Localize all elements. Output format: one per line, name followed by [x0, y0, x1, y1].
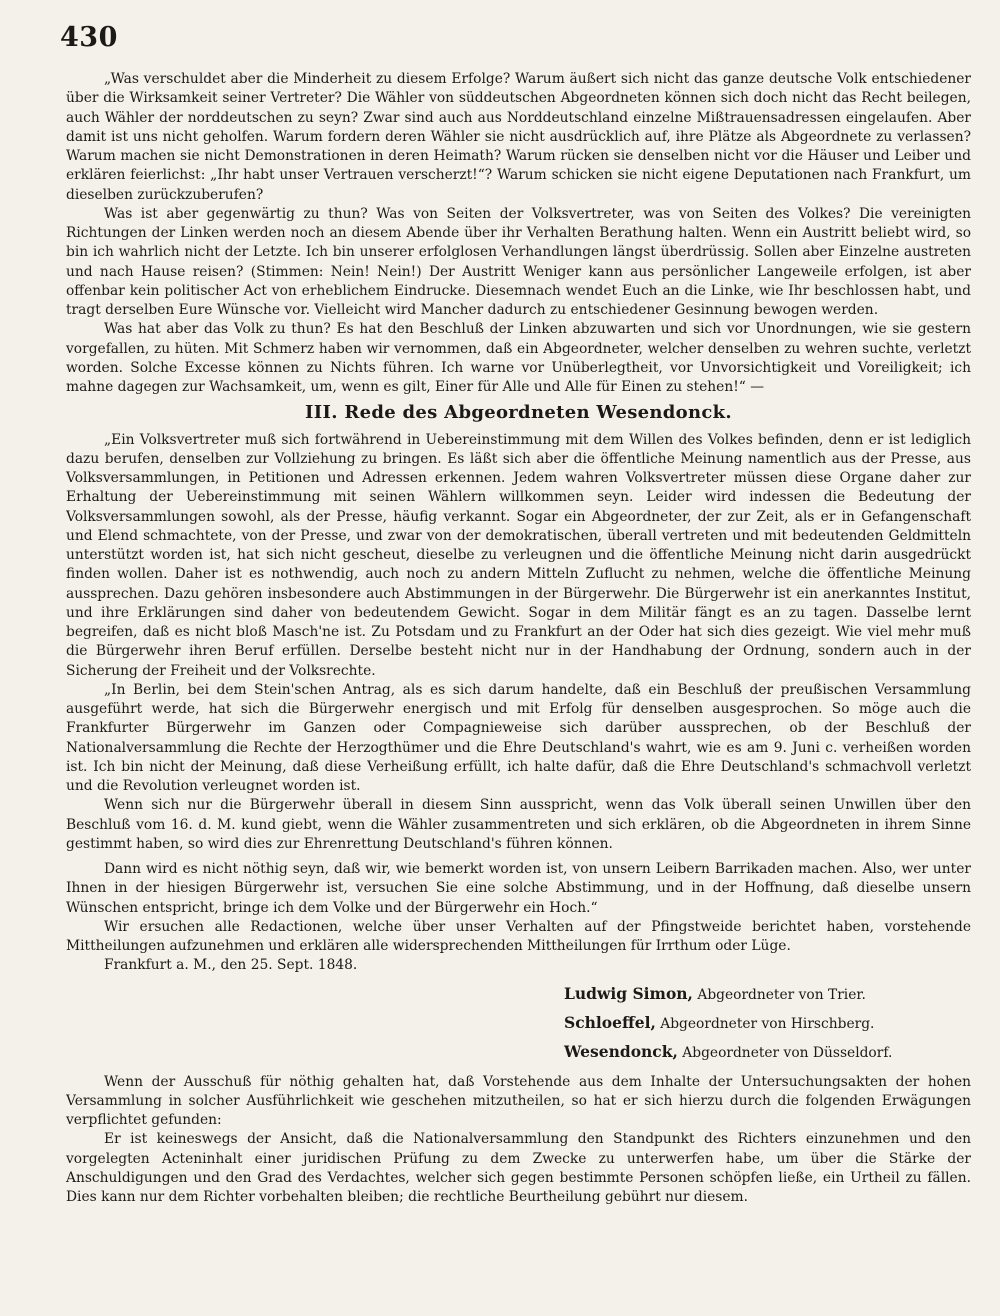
- signature: [66, 1038, 971, 1067]
- paragraph: Wenn der Ausschuß für nöthig gehalten hat, daß Vorstehende aus dem Inhalte der Untersuchungsakten der hohen Versammlung in solcher Ausführlichkeit wie geschehen mitzutheilen, so hat er sich hierzu durch die folgenden Erwägungen verpflichtet gefunden:: [66, 1073, 971, 1128]
- paragraph: Er ist keineswegs der Ansicht, daß die Nationalversammlung den Standpunkt des Richters einzunehmen und den vorgelegten Acteninhalt einer juridischen Prüfung zu dem Zwecke zu unterwerfen habe, um über die Stärke der Anschuldigungen und den Grad des Verdachtes, welcher sich gegen bestimmte Personen schöpfen ließe, ein Urtheil zu fällen. Dies kann nur dem Richter vorbehalten bleiben; die rechtliche Beurtheilung gebührt nur diesem.: [66, 1131, 971, 1205]
- signer-role: Abgeordneter von Hirschberg.: [655, 1015, 875, 1032]
- paragraph: Dann wird es nicht nöthig seyn, daß wir, wie bemerkt worden ist, von unsern Leibern Barrikaden machen. Also, wer unter Ihnen in der hiesigen Bürgerwehr ist, versuchen Sie eine solche Abstimmung, und in der Hoffnung, daß dieselbe unsern Wünschen entspricht, bringe ich dem Volke und der Bürgerwehr ein Hoch.“: [66, 861, 971, 916]
- signer-role: Abgeordneter von Düsseldorf.: [677, 1044, 893, 1061]
- paragraph: „Ein Volksvertreter muß sich fortwährend in Uebereinstimmung mit dem Willen des Volkes befinden, denn er ist lediglich dazu berufen, denselben zur Vollziehung zu bringen. Es läßt sich aber die öffentliche Meinung namentlich aus der Presse, aus Volksversammlungen, in Petitionen und Adressen erkennen. Jedem wahren Volksvertreter müssen diese Organe daher zur Erhaltung der Uebereinstimmung mit seinen Wählern willkommen seyn. Leider wird indessen die Bedeutung der Volksversammlungen sowohl, als der Presse, häufig verkannt. Sogar ein Abgeordneter, der zur Zeit, als er in Gefangenschaft und Elend schmachtete, von der Presse, und zwar von der demokratischen, überall vertreten und mit bedeutenden Geldmitteln unterstützt worden ist, hat sich nicht gescheut, dieselbe zu verleugnen und die öffentliche Meinung nicht darin ausgedrückt finden wollen. Daher ist es nothwendig, auch noch zu andern Mitteln Zuflucht zu nehmen, welche die öffentliche Meinung aussprechen. Dazu gehören insbesondere auch Abstimmungen in der Bürgerwehr. Die Bürgerwehr ist ein anerkanntes Institut, und ihre Erklärungen sind daher von bedeutendem Gewicht. Sogar in dem Militär fängt es an zu tagen. Dasselbe lernt begreifen, daß es nicht bloß Masch'ne ist. Zu Potsdam und zu Frankfurt an der Oder hat sich dies gezeigt. Wie viel mehr muß die Bürgerwehr ihren Beruf erfüllen. Derselbe besteht nicht nur in der Handhabung der Ordnung, sondern auch in der Sicherung der Freiheit und der Volksrechte.: [66, 431, 971, 679]
- paragraph: Was hat aber das Volk zu thun? Es hat den Beschluß der Linken abzuwarten und sich vor Unordnungen, wie sie gestern vorgefallen, zu hüten. Mit Schmerz haben wir vernommen, daß ein Abgeordneter, welcher denselben zu wehren suchte, verletzt worden. Solche Excesse können zu Nichts führen. Ich warne vor Unüberlegtheit, vor Unvorsichtigkeit und Voreiligkeit; ich mahne dagegen zur Wachsamkeit, um, wenn es gilt, Einer für Alle und Alle für Einen zu stehen!“ —: [66, 321, 971, 395]
- paragraph: Was ist aber gegenwärtig zu thun? Was von Seiten der Volksvertreter, was von Seiten des Volkes? Die vereinigten Richtungen der Linken werden noch an diesem Abende über ihr Verhalten Berathung halten. Wenn ein Austritt beliebt wird, so bin ich wahrlich nicht der Letzte. Ich bin unserer erfolglosen Verhandlungen längst überdrüssig. Sollen aber Einzelne austreten und nach Hause reisen? (Stimmen: Nein! Nein!) Der Austritt Weniger kann aus persönlicher Langeweile erfolgen, ist aber offenbar kein politischer Act von erheblichem Eindrucke. Diesemnach wendet Euch an die Linke, wie Ihr beschlossen habt, und tragt derselben Eure Wünsche vor. Vielleicht wird Mancher dadurch zu entschiedener Gesinnung bewogen werden.: [66, 205, 971, 318]
- dateline: Frankfurt a. M., den 25. Sept. 1848.: [104, 957, 358, 974]
- document-body: [66, 70, 971, 1207]
- paragraph: „In Berlin, bei dem Stein'schen Antrag, als es sich darum handelte, daß ein Beschluß der preußischen Versammlung ausgeführt werde, hat sich die Bürgerwehr energisch und mit Erfolg für denselben ausgesprochen. So möge auch die Frankfurter Bürgerwehr im Ganzen oder Compagnieweise sich darüber aussprechen, ob der Beschluß der Nationalversammlung die Rechte der Herzogthümer und die Ehre Deutschland's wahrt, wie es am 9. Juni c. verheißen worden ist. Ich bin nicht der Meinung, daß diese Verheißung erfüllt, ich halte dafür, daß die Ehre Deutschland's schmachvoll verletzt und die Revolution verleugnet worden ist.: [66, 681, 971, 794]
- signer-name: Schloeffel,: [564, 1012, 656, 1032]
- paragraph: Wir ersuchen alle Redactionen, welche über unser Verhalten auf der Pfingstweide berichtet haben, vorstehende Mittheilungen aufzunehmen und erklären alle widersprechenden Mittheilungen für Irrthum oder Lüge.: [66, 918, 971, 954]
- signature: [66, 980, 971, 1009]
- signer-name: Wesendonck,: [564, 1041, 678, 1061]
- paragraph: „Was verschuldet aber die Minderheit zu diesem Erfolge? Warum äußert sich nicht das ganze deutsche Volk entschiedener über die Wirksamkeit seiner Vertreter? Die Wähler von süddeutschen Abgeordneten können sich doch nicht das Recht beilegen, auch Wähler der norddeutschen zu seyn? Zwar sind auch aus Norddeutschland einzelne Mißtrauensadressen eingelaufen. Aber damit ist uns nicht geholfen. Warum fordern deren Wähler sie nicht ausdrücklich auf, ihre Plätze als Abgeordnete zu verlassen? Warum machen sie nicht Demonstrationen in deren Heimath? Warum rücken sie denselben nicht vor die Häuser und Leiber und erklären feierlichst: „Ihr habt unser Vertrauen verscherzt!“? Warum schicken sie nicht eigene Deputationen nach Frankfurt, um dieselben zurückzuberufen?: [66, 71, 971, 203]
- signer-role: Abgeordneter von Trier.: [692, 986, 866, 1003]
- signature: [66, 1009, 971, 1038]
- paragraph: Wenn sich nur die Bürgerwehr überall in diesem Sinn ausspricht, wenn das Volk überall seinen Unwillen über den Beschluß vom 16. d. M. kund giebt, wenn die Wähler zusammentreten und sich erklären, ob die Abgeordneten in ihrem Sinne gestimmt haben, so wird dies zur Ehrenrettung Deutschland's führen können.: [66, 797, 971, 852]
- signer-name: Ludwig Simon,: [564, 983, 693, 1003]
- section-heading: III. Rede des Abgeordneten Wesendonck.: [305, 402, 732, 424]
- signature-block: [66, 980, 971, 1067]
- page-number: 430: [60, 22, 118, 53]
